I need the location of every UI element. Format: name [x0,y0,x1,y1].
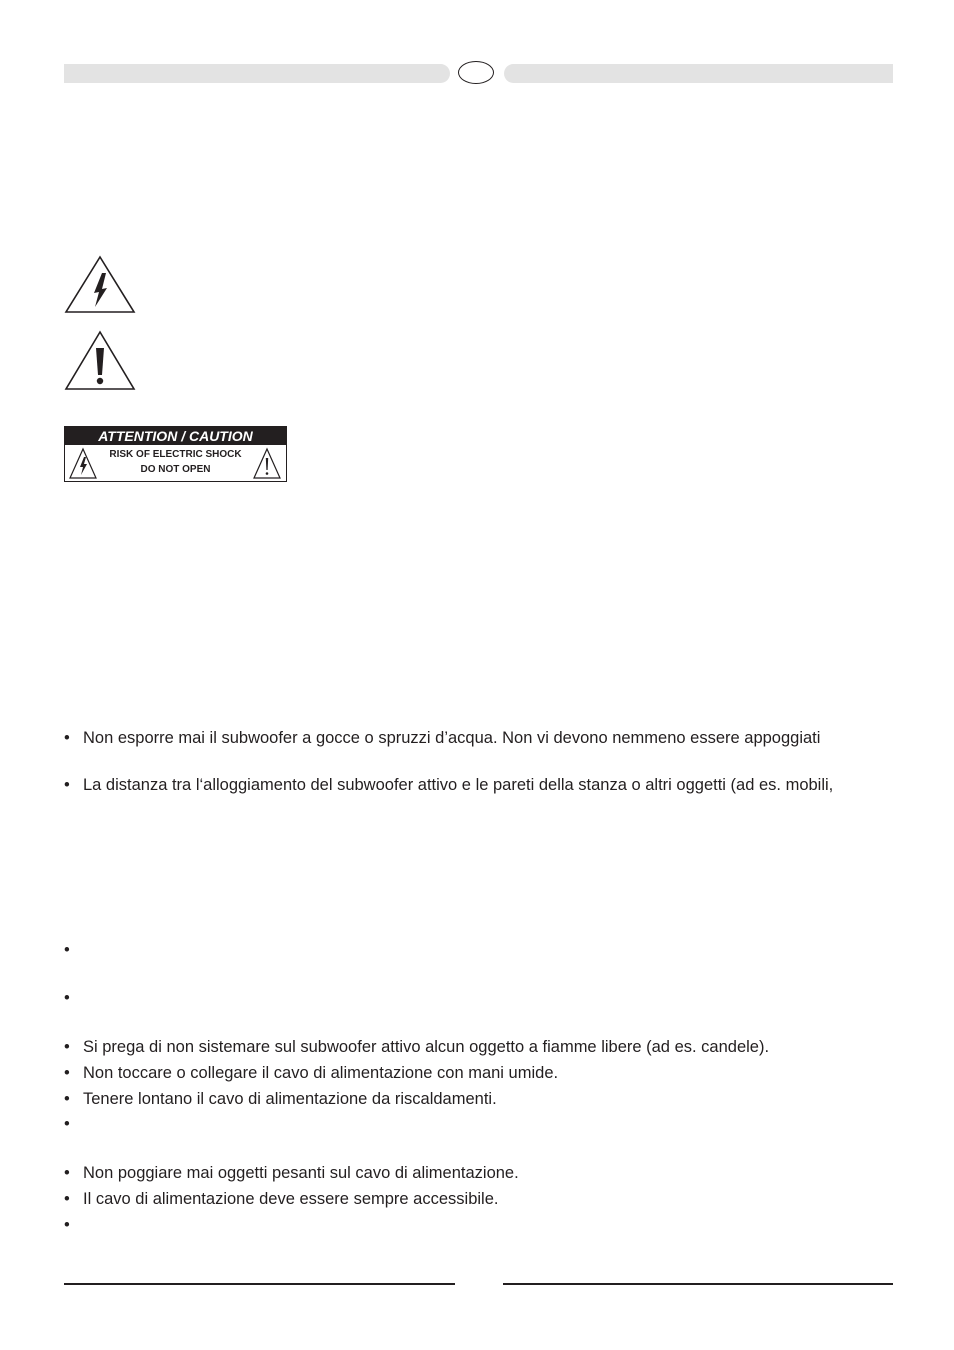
footer-rule-left [64,1283,455,1285]
bullet-dot: • [64,1115,70,1133]
exclamation-warning-icon [64,330,136,391]
bullet-dot: • [64,1090,70,1108]
caution-line-2: DO NOT OPEN [140,464,211,475]
list-item-text: Non toccare o collegare il cavo di alimentazione con mani umide. [83,1064,559,1082]
caution-heading: ATTENTION / CAUTION [65,427,286,445]
footer-rule-right [503,1283,893,1285]
lightning-warning-icon [64,255,136,314]
header-bar-right [504,64,893,83]
list-item-text: Non poggiare mai oggetti pesanti sul cavo di alimentazione. [83,1164,519,1182]
bullet-dot: • [64,1064,70,1082]
bullet-dot: • [64,941,70,959]
list-item-text: Non esporre mai il subwoofer a gocce o spruzzi d’acqua. Non vi devono nemmeno essere appoggiati [83,729,821,747]
list-item-text: Tenere lontano il cavo di alimentazione da riscaldamenti. [83,1090,497,1108]
bullet-dot: • [64,776,70,794]
bullet-dot: • [64,1216,70,1234]
header-bar-left [64,64,450,83]
list-item-text: Si prega di non sistemare sul subwoofer attivo alcun oggetto a fiamme libere (ad es. candele). [83,1038,770,1056]
bullet-dot: • [64,729,70,747]
language-badge [458,61,494,84]
bullet-dot: • [64,1164,70,1182]
bullet-dot: • [64,989,70,1007]
bullet-dot: • [64,1190,70,1208]
caution-line-1: RISK OF ELECTRIC SHOCK [109,449,242,460]
mini-exclamation-icon [253,447,281,480]
caution-label [64,426,287,482]
list-item-text: Il cavo di alimentazione deve essere sempre accessibile. [83,1190,499,1208]
list-item-text: La distanza tra l‘alloggiamento del subwoofer attivo e le pareti della stanza o altri oggetti (ad es. mobili, [83,776,834,794]
bullet-dot: • [64,1038,70,1056]
